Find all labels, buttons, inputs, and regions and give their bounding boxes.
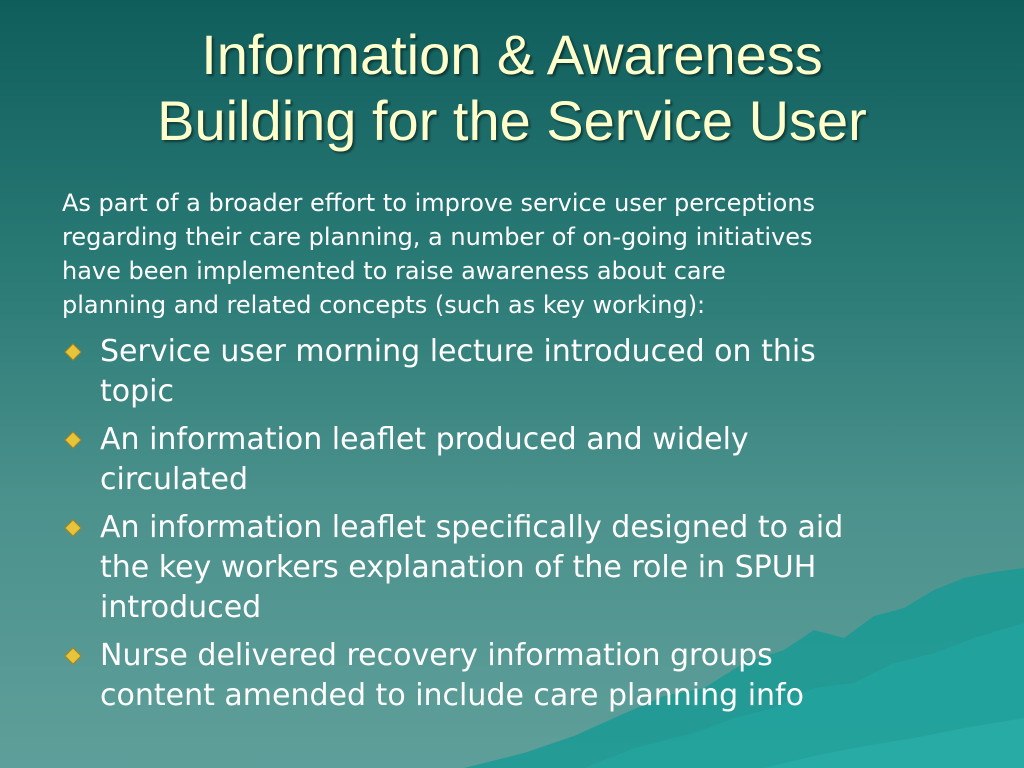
list-item [62,420,982,500]
list-item-text [100,332,982,412]
slide-title-line: Building for the Service User [157,89,867,152]
list-item [62,636,982,716]
list-item-line: content amended to include care planning info [100,678,804,713]
intro-line: have been implemented to raise awareness about care [62,257,726,285]
list-item-line: An information leaflet produced and widely [100,422,749,457]
list-item-line: circulated [100,462,248,497]
slide-title [40,22,984,154]
list-item-line: Nurse delivered recovery information groups [100,638,773,673]
list-item-line: introduced [100,590,262,625]
diamond-icon [64,431,82,449]
list-item-text [100,508,982,628]
intro-line: planning and related concepts (such as key working): [62,291,706,319]
list-item-text [100,636,982,716]
list-item-line: topic [100,374,174,409]
intro-paragraph [62,186,982,322]
intro-line: regarding their care planning, a number of on-going initiatives [62,223,813,251]
intro-line: As part of a broader effort to improve service user perceptions [62,189,816,217]
diamond-icon [64,343,82,361]
list-item-line: the key workers explanation of the role in SPUH [100,550,817,585]
slide-title-line: Information & Awareness [201,23,823,86]
diamond-icon [64,647,82,665]
list-item-text [100,420,982,500]
list-item [62,332,982,412]
list-item [62,508,982,628]
bullet-list [62,332,982,724]
list-item-line: An information leaflet specifically designed to aid [100,510,844,545]
diamond-icon [64,519,82,537]
list-item-line: Service user morning lecture introduced on this [100,334,816,369]
